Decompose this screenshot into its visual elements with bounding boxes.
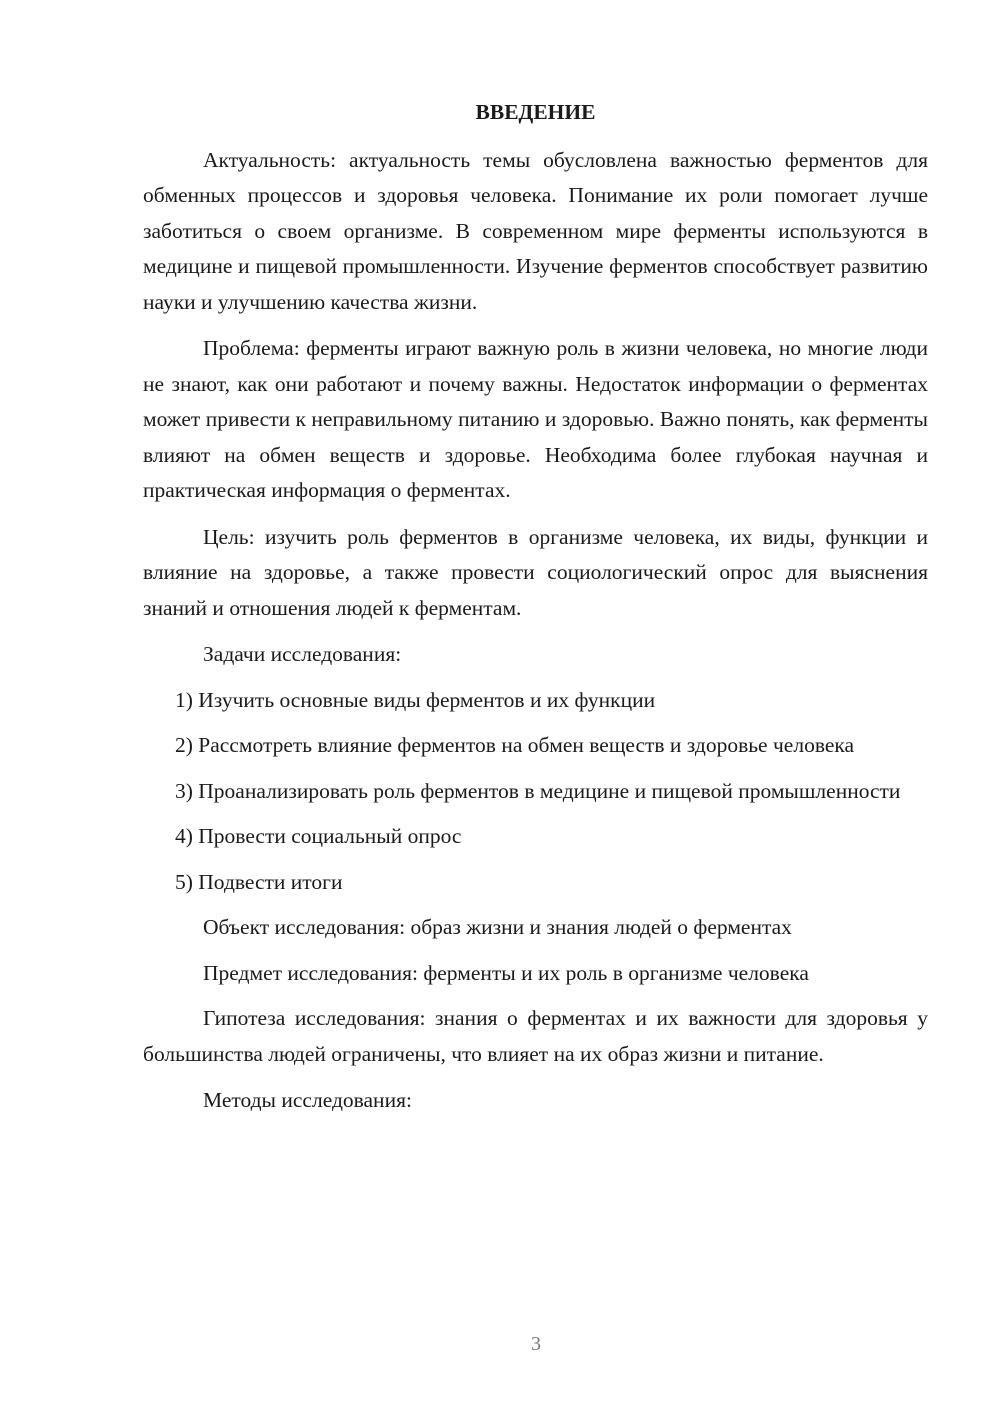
page-content bbox=[143, 95, 928, 1119]
task-item: 2) Рассмотреть влияние ферментов на обмен веществ и здоровье человека bbox=[175, 733, 855, 757]
paragraph-subject: Предмет исследования: ферменты и их роль в организме человека bbox=[203, 960, 809, 985]
task-item: 1) Изучить основные виды ферментов и их функции bbox=[175, 687, 656, 712]
paragraph-hypothesis: Гипотеза исследования: знания о ферментах и их важности для здоровья у большинства людей ограничены, что влияет на их образ жизни и питание. bbox=[143, 1006, 928, 1066]
paragraph-object: Объект исследования: образ жизни и знания людей о ферментах bbox=[203, 915, 792, 939]
section-title: ВВЕДЕНИЕ bbox=[475, 100, 596, 124]
paragraph-relevance: Актуальность: актуальность темы обусловлена важностью ферментов для обменных процессов и здоровья человека. Понимание их роли помогает лучше заботиться о своем организме. В современном мире ферменты используются в медицине и пищевой промышленности. Изучение ферментов способствует развитию науки и улучшению качества жизни. bbox=[143, 147, 928, 314]
page-number: 3 bbox=[531, 1333, 541, 1355]
tasks-heading: Задачи исследования: bbox=[203, 642, 402, 666]
task-item: 4) Провести социальный опрос bbox=[175, 824, 462, 848]
methods-heading: Методы исследования: bbox=[203, 1088, 412, 1112]
task-item: 5) Подвести итоги bbox=[175, 869, 343, 894]
paragraph-problem: Проблема: ферменты играют важную роль в жизни человека, но многие люди не знают, как они работают и почему важны. Недостаток информации о ферментах может привести к неправильному питанию и здоровью. Важно понять, как ферменты влияют на обмен веществ и здоровье. Необходима более глубокая научная и практическая информация о ферментах. bbox=[143, 336, 928, 502]
task-item: 3) Проанализировать роль ферментов в медицине и пищевой промышленности bbox=[175, 778, 901, 803]
paragraph-goal: Цель: изучить роль ферментов в организме человека, их виды, функции и влияние на здоровье, а также провести социологический опрос для выяснения знаний и отношения людей к ферментам. bbox=[143, 524, 928, 620]
